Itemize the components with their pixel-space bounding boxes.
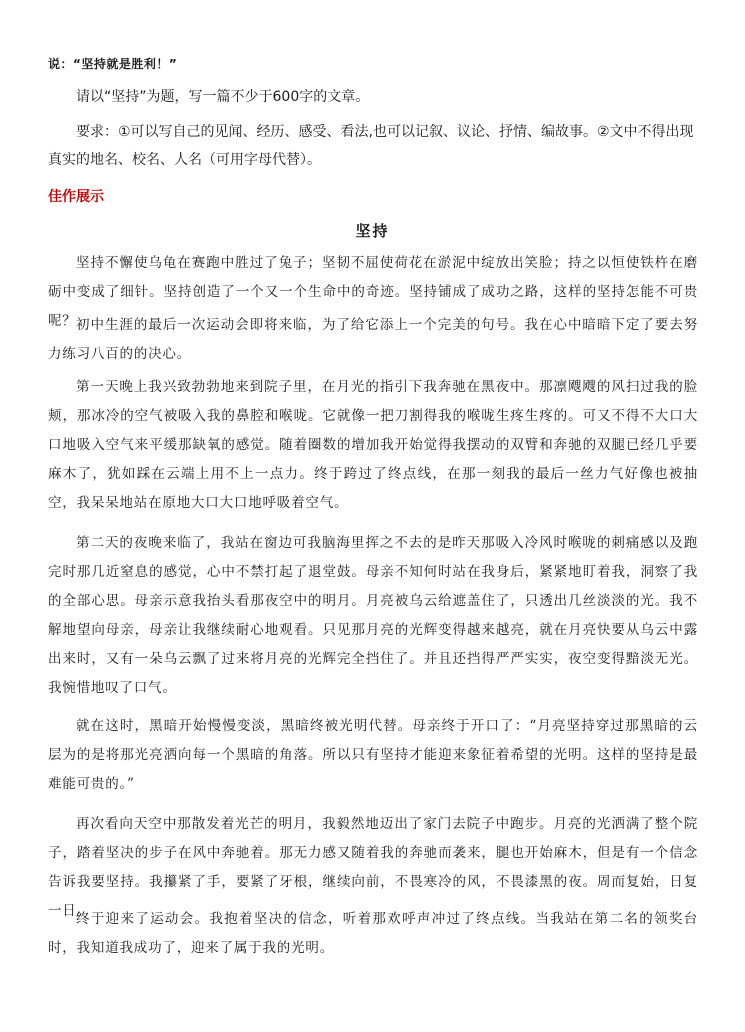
- prompt-requirements: 要求：①可以写自己的见闻、经历、感受、看法,也可以记叙、议论、抒情、编故事。②文中不得出现真实的地名、校名、人名（可用字母代替）。: [48, 124, 694, 168]
- section-label: 佳作展示: [48, 189, 104, 205]
- prompt-instruction: 请以“坚持”为题，写一篇不少于600字的文章。: [76, 89, 370, 105]
- essay-paragraph: 坚持不懈使乌龟在赛跑中胜过了兔子；坚韧不屈使荷花在淤泥中绽放出笑脸；持之以恒使铁杵在磨砺中变成了细针。坚持创造了一个又一个生命中的奇迹。坚持铺成了成功之路，这样的坚持怎能不可贵呢？: [48, 255, 698, 329]
- essay-paragraph: 第一天晚上我兴致勃勃地来到院子里，在月光的指引下我奔驰在黑夜中。那凛飕飕的风扫过我的脸颊，那冰冷的空气被吸入我的鼻腔和喉咙。它就像一把刀割得我的喉咙生疼生疼的。可又不得不大口大口地吸入空气来平缓那缺氧的感觉。随着圈数的增加我开始觉得我摆动的双臂和奔驰的双腿已经几乎要麻木了，犹如踩在云端上用不上一点力。终于跨过了终点线，在那一刻我的最后一丝力气好像也被抽空，我呆呆地站在原地大口大口地呼吸着空气。: [48, 379, 698, 511]
- essay-title: 坚持: [355, 222, 390, 240]
- essay-paragraph: 终于迎来了运动会。我抱着坚决的信念，听着那欢呼声冲过了终点线。当我站在第二名的领奖台时，我知道我成功了，迎来了属于我的光明。: [48, 911, 698, 956]
- essay-paragraph: 再次看向天空中那散发着光芒的明月，我毅然地迈出了家门去院子中跑步。月亮的光洒满了整个院子，踏着坚决的步子在风中奔驰着。那无力感又随着我的奔驰而袭来，腿也开始麻木，但是有一个信念告诉我要坚持。我攥紧了手，要紧了牙根，继续向前，不畏寒冷的风，不畏漆黑的夜。周而复始，日复一日。: [48, 816, 698, 919]
- essay-paragraph: 就在这时，黑暗开始慢慢变淡，黑暗终被光明代替。母亲终于开口了：“月亮坚持穿过那黑暗的云层为的是将那光亮洒向每一个黑暗的角落。所以只有坚持才能迎来象征着希望的光明。这样的坚持是最难能可贵的。”: [48, 718, 698, 792]
- essay-paragraph: 初中生涯的最后一次运动会即将来临，为了给它添上一个完美的句号。我在心中暗暗下定了要去努力练习八百的的决心。: [48, 317, 698, 362]
- header-quote: 说：“坚持就是胜利！”: [48, 57, 178, 71]
- essay-paragraph: 第二天的夜晚来临了，我站在窗边可我脑海里挥之不去的是昨天那吸入冷风时喉咙的刺痛感以及跑完时那几近窒息的感觉，心中不禁打起了退堂鼓。母亲不知何时站在我身后，紧紧地盯着我，洞察了我的全部心思。母亲示意我抬头看那夜空中的明月。月亮被乌云给遮盖住了，只透出几丝淡淡的光。我不解地望向母亲，母亲让我继续耐心地观看。只见那月亮的光辉变得越来越亮，就在月亮快要从乌云中露出来时，又有一朵乌云飘了过来将月亮的光辉完全挡住了。并且还挡得严严实实，夜空变得黯淡无光。我惋惜地叹了口气。: [48, 535, 698, 696]
